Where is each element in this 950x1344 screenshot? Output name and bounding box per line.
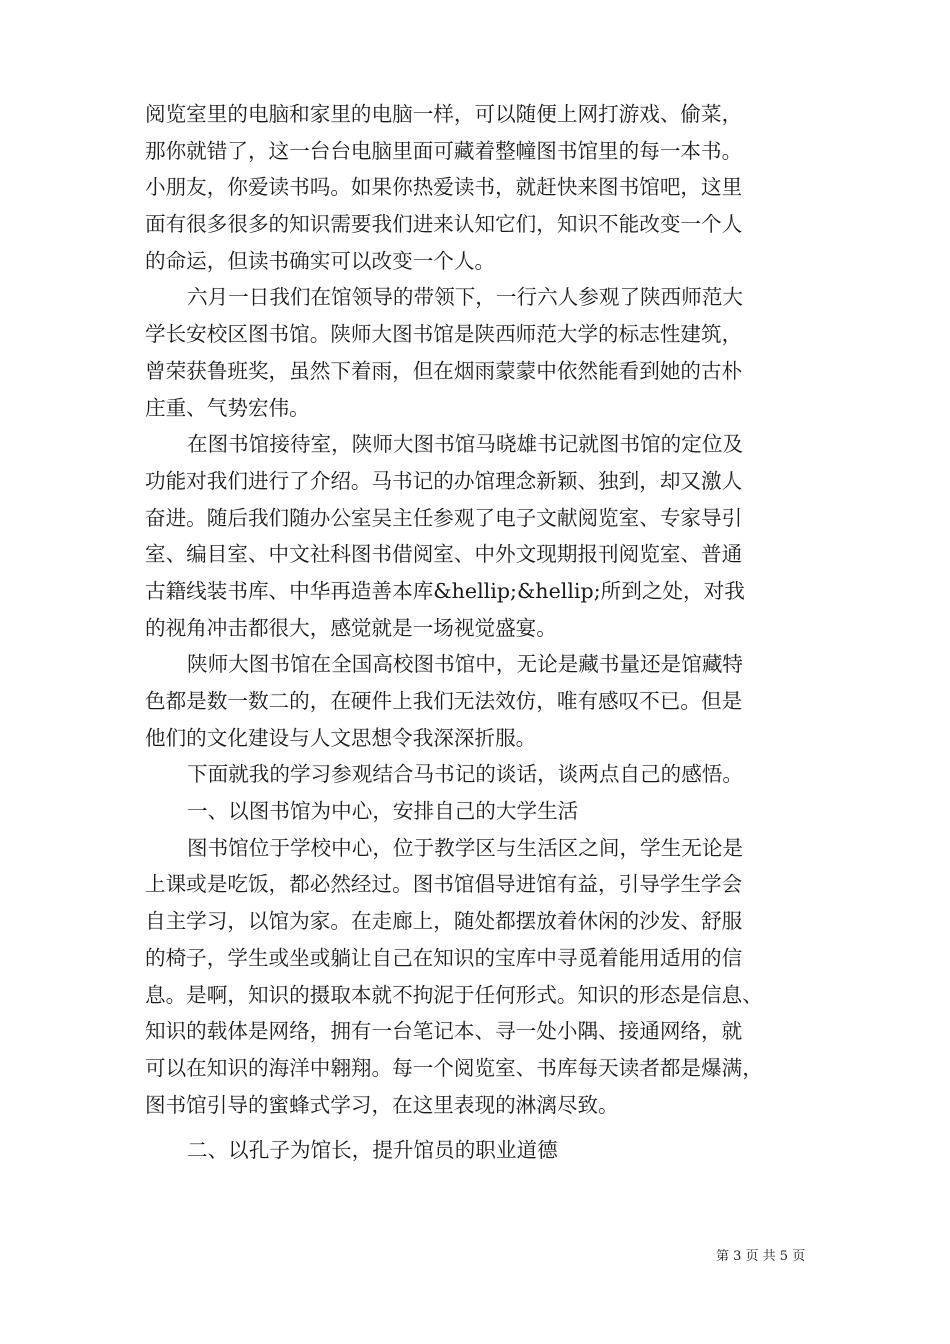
text-line: 上课或是吃饭，都必然经过。图书馆倡导进馆有益，引导学生学会 [145,872,743,897]
text-line: 小朋友，你爱读书吗。如果你热爱读书，就赶快来图书馆吧，这里 [145,175,743,200]
text-line: 可以在知识的海洋中翱翔。每一个阅览室、书库每天读者都是爆满， [145,1055,763,1080]
text-line: 知识的载体是网络，拥有一台笔记本、寻一处小隅、接通网络，就 [145,1019,743,1044]
text-line: 色都是数一数二的，在硬件上我们无法效仿，唯有感叹不已。但是 [145,689,743,713]
text-line: 图书馆引导的蜜蜂式学习，在这里表现的淋漓尽致。 [145,1092,619,1117]
paragraph-first-line: 下面就我的学习参观结合马书记的谈话，谈两点自己的感悟。 [187,762,744,787]
text-line: 功能对我们进行了介绍。马书记的办馆理念新颖、独到，却又激人 [145,468,743,493]
page-number: 第 3 页 共 5 页 [716,1249,806,1264]
text-line: 的命运，但读书确实可以改变一个人。 [145,248,496,273]
text-line: 的视角冲击都很大，感觉就是一场视觉盛宴。 [145,615,557,640]
document-body [145,96,810,1169]
text-line: 古籍线装书库、中华再造善本库&hellip;&hellip;所到之处，对我 [145,578,745,603]
paragraph-first-line: 陕师大图书馆在全国高校图书馆中，无论是藏书量还是馆藏特 [187,652,744,677]
text-line: 室、编目室、中文社科图书借阅室、中外文现期报刊阅览室、普通 [145,542,743,567]
text-line: 那你就错了，这一台台电脑里面可藏着整幢图书馆里的每一本书。 [145,138,743,163]
text-line: 他们的文化建设与人文思想令我深深折服。 [145,725,537,750]
text-line: 面有很多很多的知识需要我们进来认知它们，知识不能改变一个人 [145,212,743,237]
text-line: 庄重、气势宏伟。 [145,395,310,420]
paragraph-first-line: 六月一日我们在馆领导的带领下，一行六人参观了陕西师范大 [187,285,744,310]
heading-spacer [145,1123,810,1132]
text-line: 学长安校区图书馆。陕师大图书馆是陕西师范大学的标志性建筑， [145,322,743,347]
text-line: 奋进。随后我们随办公室吴主任参观了电子文献阅览室、专家导引 [145,505,743,530]
text-line: 曾荣获鲁班奖，虽然下着雨，但在烟雨蒙蒙中依然能看到她的古朴 [145,358,743,383]
paragraph-first-line: 图书馆位于学校中心，位于教学区与生活区之间，学生无论是 [187,835,744,860]
text-line: 的椅子，学生或坐或躺让自己在知识的宝库中寻觅着能用适用的信 [145,945,743,970]
text-line: 阅览室里的电脑和家里的电脑一样，可以随便上网打游戏、偷菜， [145,102,743,126]
paragraph-first-line: 在图书馆接待室，陕师大图书馆马晓雄书记就图书馆的定位及 [187,432,744,457]
text-line: 息。是啊，知识的摄取本就不拘泥于任何形式。知识的形态是信息、 [145,982,763,1007]
text-line: 自主学习，以馆为家。在走廊上，随处都摆放着休闲的沙发、舒服 [145,909,743,934]
section-heading: 二、以孔子为馆长，提升馆员的职业道德 [187,1138,558,1163]
section-heading: 一、以图书馆为中心，安排自己的大学生活 [187,799,579,824]
